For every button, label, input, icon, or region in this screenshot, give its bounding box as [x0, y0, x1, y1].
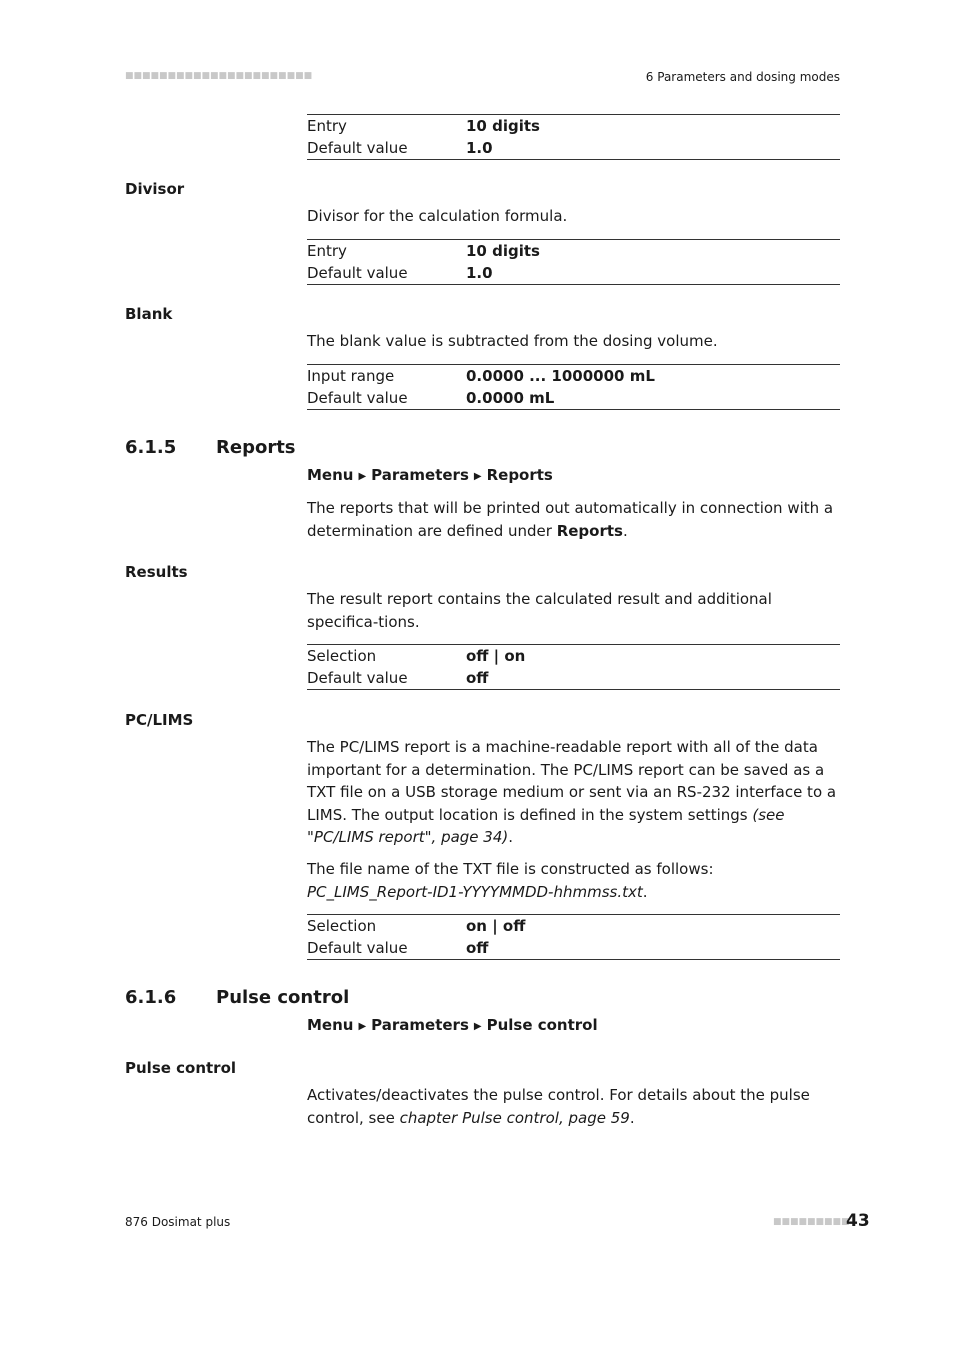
table-key: Selection: [307, 647, 377, 665]
results-description: The result report contains the calculated result and additional specifica-tions.: [307, 590, 772, 631]
parameter-label-pulse-control: Pulse control: [125, 1059, 237, 1077]
divisor-description: Divisor for the calculation formula.: [307, 207, 568, 225]
pclims-table: [307, 914, 840, 960]
section-number: 6.1.5: [125, 437, 177, 458]
table-value: 10 digits: [466, 242, 540, 260]
menu-path: [307, 1016, 598, 1034]
triangle-right-icon: ▶: [473, 471, 482, 482]
parameter-label-blank: Blank: [125, 305, 173, 323]
menu-path-item: Menu: [307, 1016, 354, 1034]
chapter-title: 6 Parameters and dosing modes: [645, 70, 840, 84]
menu-path-item: Reports: [486, 466, 553, 484]
pclims-description: The PC/LIMS report is a machine-readable report with all of the data important for a determination. The PC/LIMS report can be saved as a TXT file on a USB storage medium or sent via an RS-232 interface to a LIMS. The output location is defined in the system settings (see "PC/LIMS report", page 34).: [307, 738, 837, 846]
table-key: Entry: [307, 242, 347, 260]
triangle-right-icon: ▶: [358, 1021, 367, 1032]
filename-pattern: PC_LIMS_Report-ID1-YYYYMMDD-hhmmss.txt: [307, 882, 643, 901]
blank-description: The blank value is subtracted from the dosing volume.: [307, 332, 718, 350]
table-value: 0.0000 ... 1000000 mL: [466, 367, 655, 385]
reports-intro: The reports that will be printed out automatically in connection with a determination are defined under Reports.: [307, 499, 834, 540]
table-value: 0.0000 mL: [466, 389, 555, 407]
parameter-label-divisor: Divisor: [125, 180, 185, 198]
triangle-right-icon: ▶: [473, 1021, 482, 1032]
divisor-table: [307, 239, 840, 285]
table-key: Default value: [307, 264, 408, 282]
header-decoration: ■■■■■■■■■■■■■■■■■■■■■■: [125, 71, 313, 81]
table-value: 1.0: [466, 264, 493, 282]
section-number: 6.1.6: [125, 987, 177, 1008]
table-key: Default value: [307, 139, 408, 157]
product-name: 876 Dosimat plus: [125, 1215, 231, 1229]
parameter-table: [307, 114, 840, 160]
results-table: [307, 644, 840, 690]
menu-path-item: Parameters: [371, 1016, 469, 1034]
table-value: 10 digits: [466, 117, 540, 135]
table-key: Default value: [307, 939, 408, 957]
cross-reference: chapter Pulse control, page 59: [399, 1108, 630, 1127]
menu-path-item: Pulse control: [486, 1016, 598, 1034]
page-number: 43: [846, 1211, 870, 1231]
table-value: off | on: [466, 647, 526, 665]
table-key: Input range: [307, 367, 395, 385]
table-key: Default value: [307, 669, 408, 687]
menu-path-item: Menu: [307, 466, 354, 484]
parameter-label-results: Results: [125, 563, 188, 581]
triangle-right-icon: ▶: [358, 471, 367, 482]
table-key: Default value: [307, 389, 408, 407]
table-key: Entry: [307, 117, 347, 135]
blank-table: [307, 364, 840, 410]
table-value: on | off: [466, 917, 526, 935]
table-value: 1.0: [466, 139, 493, 157]
cross-reference: (see "PC/LIMS report", page 34): [307, 805, 785, 846]
menu-path: [307, 466, 553, 484]
parameter-label-pclims: PC/LIMS: [125, 711, 194, 729]
footer-decoration: ■■■■■■■■■: [773, 1217, 850, 1227]
pulse-control-description: Activates/deactivates the pulse control. For details about the pulse control, see chapter Pulse control, page 59.: [307, 1086, 810, 1127]
menu-path-item: Parameters: [371, 466, 469, 484]
section-title: Pulse control: [216, 987, 350, 1008]
table-value: off: [466, 939, 489, 957]
reports-emphasis: Reports: [556, 521, 623, 540]
table-value: off: [466, 669, 489, 687]
pclims-filename-text: The file name of the TXT file is constructed as follows: PC_LIMS_Report-ID1-YYYYMMDD-hhmmss.txt.: [307, 860, 714, 901]
table-key: Selection: [307, 917, 377, 935]
section-title: Reports: [216, 437, 296, 458]
